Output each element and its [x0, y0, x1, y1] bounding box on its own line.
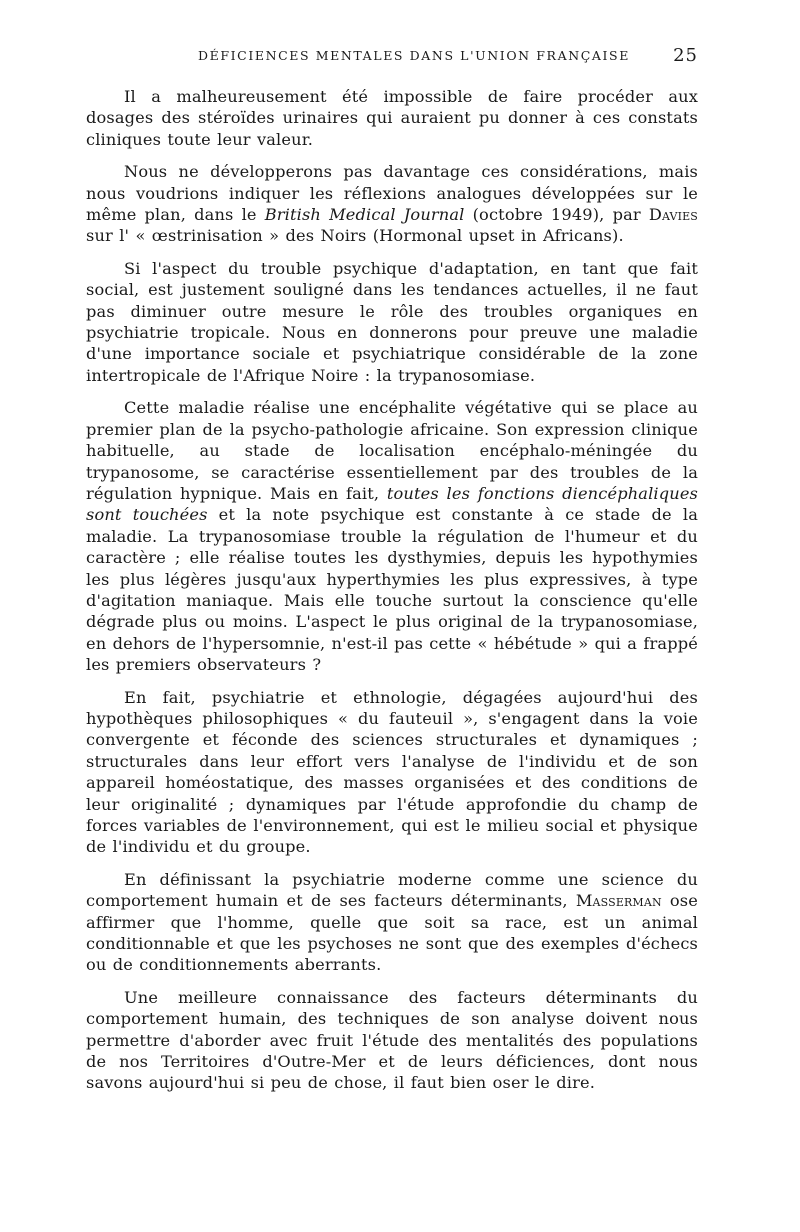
body-text [86, 86, 698, 1094]
journal-title: British Medical Journal [264, 205, 465, 225]
paragraph-text: Cette maladie réalise une encéphalite végétative qui se place au premier plan de la psycho-pathologie africaine. Son expression clinique habituelle, au stade de localisation encéphalo-méningée du trypanosome, se caractérise essentiellement par des troubles de la régulation hypnique. Mais en fait, [86, 398, 698, 503]
paragraph-trypanosomiase [86, 397, 698, 675]
paragraph-text: et la note psychique est constante à ce stade de la maladie. La trypanosomiase trouble la régulation de l'humeur et du caractère ; elle réalise toutes les dysthymies, depuis les hypothymies les plus légères jusqu'aux hyperthymies les plus expressives, à type d'agitation maniaque. Mais elle touche surtout la conscience qu'elle dégrade plus ou moins. L'aspect le plus original de la trypanosomiase, en dehors de l'hypersomnie, n'est-il pas cette « hébétude » qui a frappé les premiers observateurs ? [86, 505, 698, 675]
author-name: Davies [648, 205, 698, 225]
paragraph-text: (octobre 1949), par [464, 205, 649, 225]
paragraph-psychiatrie-ethnologie [86, 687, 698, 858]
page-number: 25 [673, 45, 698, 66]
paragraph-text: Il a malheureusement été impossible de faire procéder aux dosages des stéroïdes urinaires qui auraient pu donner à ces constats cliniques toute leur valeur. [86, 87, 698, 149]
author-name: Masserman [575, 891, 662, 911]
paragraph-text: sur l' « œstrinisation » des Noirs (Hormonal upset in Africans). [86, 226, 624, 246]
running-title: DÉFICIENCES MENTALES DANS L'UNION FRANÇAISE [198, 48, 630, 63]
paragraph-masserman [86, 869, 698, 976]
paragraph-trouble-psychique [86, 258, 698, 386]
running-header [86, 45, 698, 70]
paragraph-text: Nous ne développerons pas davantage ces considérations, mais nous voudrions indiquer les réflexions analogues développées sur le même plan, dans le [86, 162, 698, 225]
paragraph-text: ose affirmer que l'homme, quelle que soit sa race, est un animal conditionnable et que les psychoses ne sont que des exemples d'échecs ou de conditionnements aberrants. [86, 891, 698, 975]
paragraph-text: En fait, psychiatrie et ethnologie, dégagées aujourd'hui des hypothèques philosophiques « du fauteuil », s'engagent dans la voie convergente et féconde des sciences structurales et dynamiques ; structurales dans leur effort vers l'analyse de l'individu et de son appareil homéostatique, des masses organisées et des conditions de leur originalité ; dynamiques par l'étude approfondie du champ de forces variables de l'environnement, qui est le milieu social et physique de l'individu et du groupe. [86, 687, 698, 857]
paragraph-oestrinisation [86, 161, 698, 247]
book-page [86, 45, 699, 1105]
paragraph-steroids [86, 86, 698, 150]
emphasis-text: toutes les fonctions diencéphaliques sont touchées [86, 483, 699, 525]
paragraph-conclusion [86, 987, 698, 1094]
paragraph-text: Si l'aspect du trouble psychique d'adaptation, en tant que fait social, est justement souligné dans les tendances actuelles, il ne faut pas diminuer outre mesure le rôle des troubles organiques en psychiatrie tropicale. Nous en donnerons pour preuve une maladie d'une importance sociale et psychiatrique considérable de la zone intertropicale de l'Afrique Noire : la trypanosomiase. [86, 258, 698, 385]
paragraph-text: En définissant la psychiatrie moderne comme une science du comportement humain et de ses facteurs déterminants, [86, 869, 698, 911]
paragraph-text: Une meilleure connaissance des facteurs déterminants du comportement humain, des techniques de son analyse doivent nous permettre d'aborder avec fruit l'étude des mentalités des populations de nos Territoires d'Outre-Mer et de leurs déficiences, dont nous savons aujourd'hui si peu de chose, il faut bien oser le dire. [86, 987, 698, 1093]
